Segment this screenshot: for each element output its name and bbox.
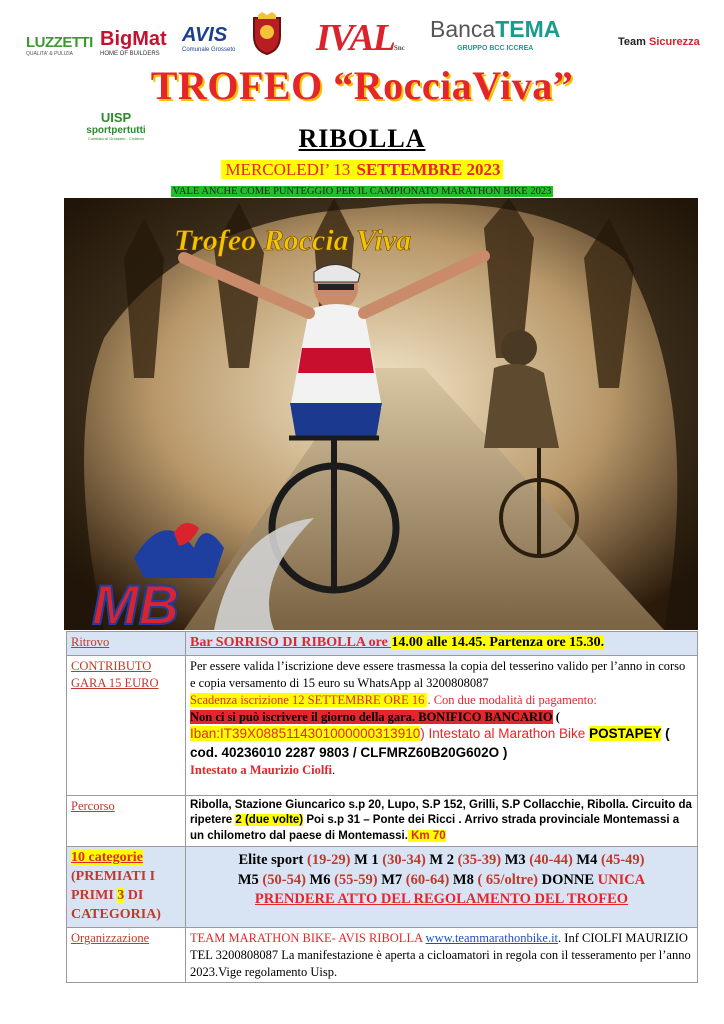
category-range: (35-39) [457,852,505,869]
category-name: Elite sport [238,852,307,869]
percorso-value: Ribolla, Stazione Giuncarico s.p 20, Lupo, S.P 152, Grilli, S.P Collacchie, Ribolla. Circuito da ripetere 2 (due volte) Poi s.p 31 – Ponte dei Ricci . Arrivo strada provinciale Montemassi a un chilometro dal paese di Montemassi. Km 70 [186,795,698,847]
row-percorso [67,795,698,847]
category-name: M 2 [429,852,458,869]
category-donne: DONNE [541,871,598,888]
mb-logo-text: MB [92,573,180,630]
row-ritrovo [67,632,698,656]
category-list [190,851,693,890]
event-info-table [66,631,698,983]
category-range: (30-34) [382,852,430,869]
poster-photo [64,198,698,630]
category-name: M5 [237,871,263,888]
category-name: M4 [576,852,601,869]
category-range: ( 65/oltre) [477,871,542,888]
category-range: (45-49) [600,852,645,869]
category-range: (19-29) [306,852,355,869]
ritrovo-label: Ritrovo [67,632,186,656]
row-organizzazione [67,927,698,983]
organizzazione-value: TEAM MARATHON BIKE- AVIS RIBOLLA www.teammarathonbike.it. Inf CIOLFI MAURIZIO TEL 3200808087 La manifestazione è aperta a cicloamatori in regola con il tesseramento per l’anno 2023.Vige regolamento Uisp. [186,927,698,983]
avis-logo: AVIS Comunale Grosseto [182,24,236,53]
category-range: (55-59) [334,871,382,888]
ival-logo: IVALSnc [316,17,405,59]
category-name: M6 [309,871,335,888]
ritrovo-value: Bar SORRISO DI RIBOLLA ore 14.00 alle 14.45. Partenza ore 15.30. [186,632,698,656]
luzzetti-logo: LUZZETTI QUALITA' & PULIZIA [26,34,93,57]
category-name: M3 [504,852,530,869]
bancatema-logo: BancaTEMA GRUPPO BCC ICCREA [430,16,561,52]
category-name: M 1 [354,852,383,869]
category-range: (50-54) [262,871,310,888]
category-range: (60-64) [405,871,453,888]
category-unica: UNICA [597,871,646,888]
page-title: TROFEO “RocciaViva” [150,63,574,108]
regolamento-note: PRENDERE ATTO DEL REGOLAMENTO DEL TROFEO [254,891,629,908]
category-name: M8 [452,871,478,888]
category-range: (40-44) [529,852,577,869]
categorie-label: 10 categorie (PREMIATI I PRIMI 3 DI CATEGORIA) [67,847,186,928]
contributo-label: CONTRIBUTO GARA 15 EURO [67,655,186,795]
row-categorie [67,847,698,928]
category-name: M7 [381,871,406,888]
municipal-crest-icon [250,12,284,56]
categorie-value [186,847,698,928]
event-place: RIBOLLA [298,124,426,153]
event-date: MERCOLEDI’ 13 SETTEMBRE 2023 [0,160,724,180]
uisp-logo: UISP sportpertutti Comitato di Grosseto - Ciclismo [86,110,146,141]
championship-note: VALE ANCHE COME PUNTEGGIO PER IL CAMPIONATO MARATHON BIKE 2023 [172,186,552,197]
team-sicurezza-logo: Team Sicurezza [618,36,700,48]
percorso-label: Percorso [67,795,186,847]
sponsor-logos [20,16,710,62]
contributo-value: Per essere valida l’iscrizione deve essere trasmessa la copia del tesserino valido per l’anno in corso e copia versamento di 15 euro su WhatsApp al 3200808087 Scadenza iscrizione 12 SETTEMBRE ORE 16 . Con due modalità di pagamento: Non ci si può iscrivere il giorno della gara. BONIFICO BANCARIO ( Iban:IT39X0885114301000000313910) Intestato al Marathon Bike POSTAPEY ( cod. 40236010 2287 9803 / CLFMRZ60B20G602O ) Intestato a Maurizio Ciolfi. [186,655,698,795]
row-contributo [67,655,698,795]
photo-caption: Trofeo Roccia Viva [174,224,412,257]
website-link[interactable]: www.teammarathonbike.it [425,930,559,945]
organizzazione-label: Organizzazione [67,927,186,983]
bigmat-logo: BigMat HOME OF BUILDERS [100,28,167,57]
